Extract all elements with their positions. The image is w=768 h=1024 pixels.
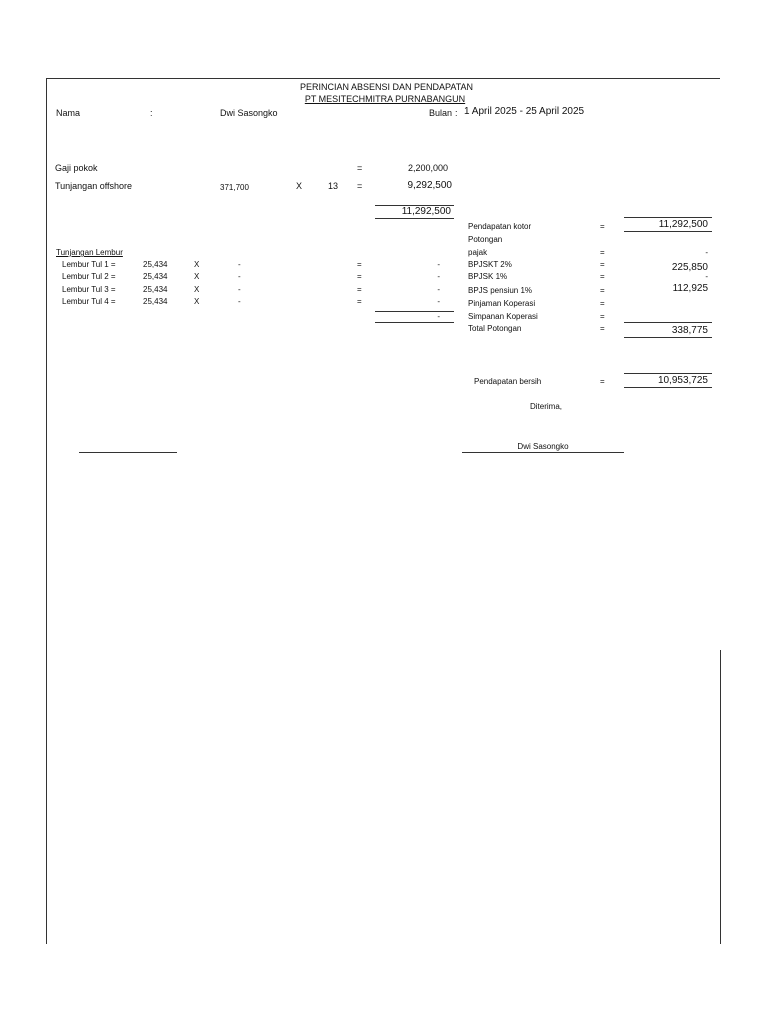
lembur-total-line-bottom <box>375 322 454 323</box>
potongan-label: Potongan <box>468 235 503 244</box>
lembur-row-eq: = <box>357 272 362 281</box>
bersih-line-top <box>624 373 712 374</box>
pendapatan-kotor-eq: = <box>600 222 605 231</box>
document-title: PERINCIAN ABSENSI DAN PENDAPATAN <box>300 82 474 92</box>
lembur-row-eq: = <box>357 260 362 269</box>
deduction-label: BPJSK 1% <box>468 272 508 281</box>
deduction-eq: = <box>600 272 605 281</box>
period-label: Bulan <box>428 108 452 118</box>
offshore-eq: = <box>357 181 363 191</box>
offshore-amount: 9,292,500 <box>407 180 452 191</box>
pendapatan-bersih-amount: 10,953,725 <box>657 375 708 386</box>
left-border <box>46 78 47 944</box>
lembur-row-rate: 25,434 <box>143 285 168 294</box>
deduction-eq: = <box>600 260 605 269</box>
offshore-rate: 371,700 <box>220 183 249 192</box>
received-label: Diterima, <box>530 402 563 411</box>
deduction-eq: = <box>600 248 605 257</box>
lembur-row-label: Lembur Tul 1 = <box>62 260 116 269</box>
gaji-pokok-amount: 2,200,000 <box>407 163 448 173</box>
kotor-line-top <box>624 217 712 218</box>
lembur-row-rate: 25,434 <box>143 297 168 306</box>
lembur-title: Tunjangan Lembur <box>56 248 123 257</box>
deduction-label: Pinjaman Koperasi <box>468 299 536 308</box>
lembur-row-x: X <box>194 260 200 269</box>
signer-name: Dwi Sasongko <box>517 442 569 451</box>
pendapatan-kotor-label: Pendapatan kotor <box>468 222 532 231</box>
potongan-line-bottom <box>624 337 712 338</box>
deduction-label: pajak <box>468 248 488 257</box>
right-border <box>720 650 721 944</box>
gaji-pokok-label: Gaji pokok <box>55 163 98 173</box>
income-subtotal: 11,292,500 <box>401 206 451 217</box>
pendapatan-kotor-amount: 11,292,500 <box>658 219 708 230</box>
offshore-x: X <box>296 181 303 191</box>
deduction-label: BPJS pensiun 1% <box>468 286 533 295</box>
lembur-total: - <box>437 312 440 321</box>
deduction-label: Simpanan Koperasi <box>468 312 538 321</box>
lembur-row-qty: - <box>238 260 241 269</box>
total-potongan-label: Total Potongan <box>468 324 522 333</box>
lembur-row-eq: = <box>357 297 362 306</box>
lembur-row-label: Lembur Tul 2 = <box>62 272 116 281</box>
offshore-qty: 13 <box>328 181 339 191</box>
potongan-line-top <box>624 322 712 323</box>
deduction-amount: - <box>705 248 708 257</box>
deduction-eq: = <box>600 286 605 295</box>
lembur-row-label: Lembur Tul 3 = <box>62 285 116 294</box>
lembur-row-qty: - <box>238 297 241 306</box>
pendapatan-bersih-eq: = <box>600 377 605 386</box>
deduction-eq: = <box>600 299 605 308</box>
lembur-row-x: X <box>194 297 200 306</box>
total-potongan-eq: = <box>600 324 605 333</box>
total-potongan-amount: 338,775 <box>671 325 708 336</box>
deduction-eq: = <box>600 312 605 321</box>
lembur-row-x: X <box>194 272 200 281</box>
deduction-amount: 112,925 <box>672 283 708 294</box>
lembur-row-amount: - <box>437 285 440 294</box>
right-signature-line <box>462 452 624 453</box>
lembur-row-rate: 25,434 <box>143 272 168 281</box>
company-name: PT MESITECHMITRA PURNABANGUN <box>304 94 466 104</box>
name-label: Nama <box>56 108 81 118</box>
deduction-label: BPJSKT 2% <box>468 260 512 269</box>
lembur-row-amount: - <box>437 272 440 281</box>
lembur-row-amount: - <box>437 297 440 306</box>
subtotal-line-bottom <box>375 218 454 219</box>
lembur-row-eq: = <box>357 285 362 294</box>
bersih-line-bottom <box>624 387 712 388</box>
lembur-row-amount: - <box>437 260 440 269</box>
period-value: 1 April 2025 - 25 April 2025 <box>464 106 585 117</box>
deduction-amount: - <box>705 272 708 281</box>
offshore-label: Tunjangan offshore <box>55 181 133 191</box>
name-colon: : <box>150 108 153 118</box>
lembur-row-label: Lembur Tul 4 = <box>62 297 116 306</box>
kotor-line-bottom <box>624 231 712 232</box>
lembur-row-qty: - <box>238 272 241 281</box>
employee-name: Dwi Sasongko <box>220 108 278 118</box>
period-colon: : <box>455 108 458 118</box>
pendapatan-bersih-label: Pendapatan bersih <box>474 377 542 386</box>
lembur-row-x: X <box>194 285 200 294</box>
lembur-row-rate: 25,434 <box>143 260 168 269</box>
left-signature-line <box>79 452 177 453</box>
deduction-amount: 225,850 <box>671 262 708 273</box>
gaji-pokok-eq: = <box>357 163 363 173</box>
lembur-row-qty: - <box>238 285 241 294</box>
